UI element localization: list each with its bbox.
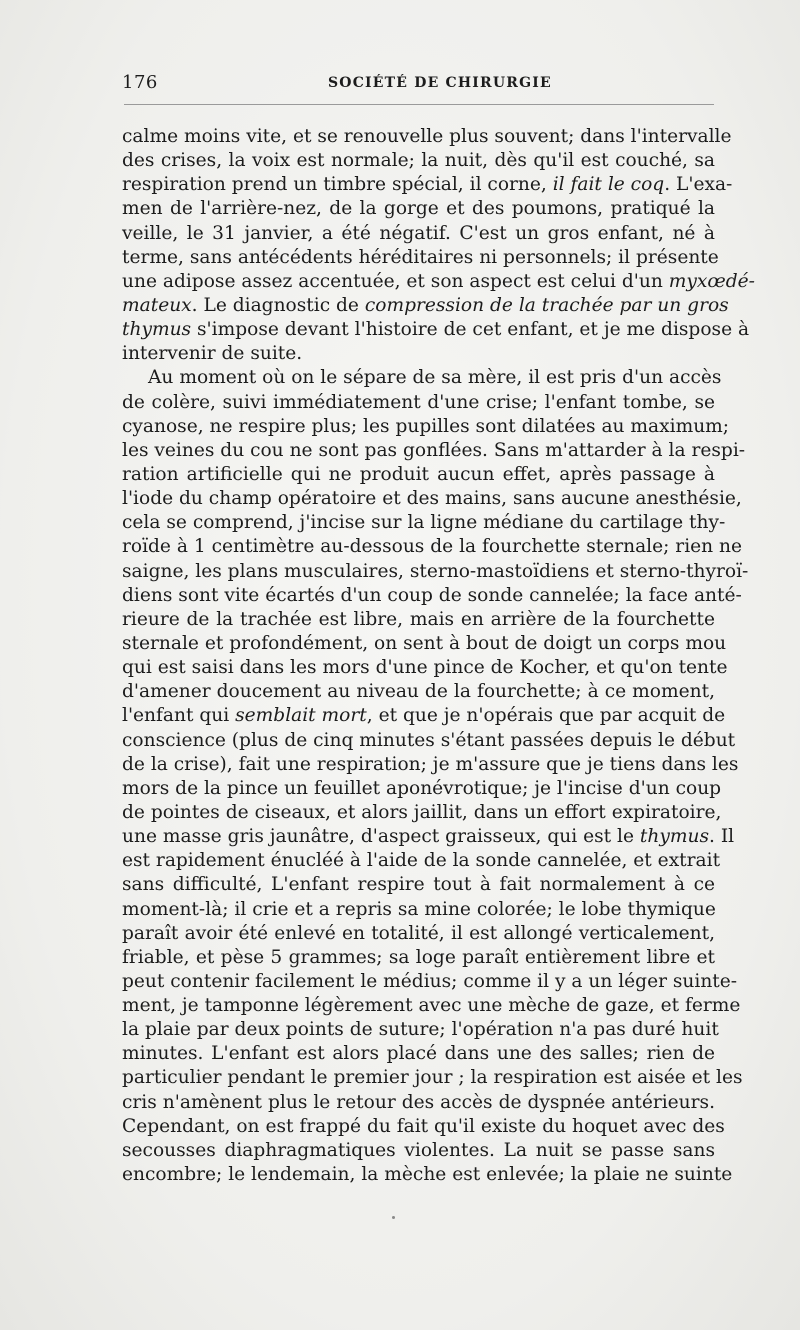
text-line: moment-là; il crie et a repris sa mine colorée; le lobe thymique (122, 898, 716, 920)
text-line: des crises, la voix est normale; la nuit, dès qu'il est couché, sa (122, 150, 715, 172)
text-line: les veines du cou ne sont pas gonflées. Sans m'attarder à la respi- (122, 439, 746, 461)
page-number: 176 (122, 72, 158, 93)
text-line: diens sont vite écartés d'un coup de sonde cannelée; la face anté- (122, 584, 742, 606)
text-line: encombre; le lendemain, la mèche est enlevée; la plaie ne suinte (122, 1164, 733, 1186)
page-header (122, 72, 715, 94)
italic-phrase: semblait mort (235, 705, 367, 727)
running-title: SOCIÉTÉ DE CHIRURGIE (328, 75, 552, 91)
text-line: ration artificielle qui ne produit aucun effet, après passage à (122, 463, 715, 485)
text-line: sans difficulté, L'enfant respire tout à fait normalement à ce (122, 874, 715, 896)
text-line: secousses diaphragmatiques violentes. La nuit se passe sans (122, 1139, 715, 1161)
text-line: l'iode du champ opératoire et des mains, sans aucune anesthésie, (122, 488, 742, 510)
body-text (122, 125, 755, 1187)
text-line: est rapidement énucléé à l'aide de la sonde cannelée, et extrait (122, 850, 721, 872)
italic-phrase: thymus (639, 826, 710, 848)
text-line: peut contenir facilement le médius; comme il y a un léger suinte- (122, 970, 738, 992)
text-line: l'enfant qui semblait mort, et que je n'opérais que par acquit de (122, 705, 726, 727)
italic-phrase: myxœdé- (668, 270, 755, 292)
text-line: friable, et pèse 5 grammes; sa loge paraît entièrement libre et (122, 946, 715, 968)
text-line: qui est saisi dans les mors d'une pince de Kocher, et qu'on tente (122, 657, 728, 679)
text-line: d'amener doucement au niveau de la fourchette; à ce moment, (122, 681, 715, 703)
text-line: terme, sans antécédents héréditaires ni personnels; il présente (122, 246, 719, 268)
text-line: thymus s'impose devant l'histoire de cet enfant, et je me dispose à (122, 319, 750, 341)
italic-phrase: thymus (122, 319, 192, 341)
italic-phrase: compression de la trachée par un gros (364, 294, 729, 316)
text-line: calme moins vite, et se renouvelle plus souvent; dans l'intervalle (122, 126, 732, 147)
text-line: sternale et profondément, on sent à bout de doigt un corps mou (122, 632, 727, 654)
header-rule (124, 104, 714, 105)
text-line: mors de la pince un feuillet aponévrotique; je l'incise d'un coup (122, 777, 722, 799)
text-line: men de l'arrière-nez, de la gorge et des poumons, pratiqué la (122, 198, 715, 220)
text-line: une masse gris jaunâtre, d'aspect graisseux, qui est le thymus. Il (122, 826, 735, 848)
italic-phrase: mateux (122, 294, 192, 316)
text-line: saigne, les plans musculaires, sterno-mastoïdiens et sterno-thyroï- (122, 560, 749, 582)
text-line: la plaie par deux points de suture; l'opération n'a pas duré huit (122, 1019, 719, 1041)
text-line: veille, le 31 janvier, a été négatif. C'est un gros enfant, né à (122, 222, 715, 244)
text-line: Cependant, on est frappé du fait qu'il existe du hoquet avec des (122, 1115, 725, 1137)
text-line: cris n'amènent plus le retour des accès de dyspnée antérieurs. (122, 1091, 715, 1113)
paper-speck (392, 1216, 395, 1219)
text-line: cyanose, ne respire plus; les pupilles sont dilatées au maximum; (122, 415, 730, 437)
text-line: ment, je tamponne légèrement avec une mèche de gaze, et ferme (122, 995, 741, 1017)
text-line: respiration prend un timbre spécial, il corne, il fait le coq. L'exa- (122, 174, 733, 196)
text-line: conscience (plus de cinq minutes s'étant passées depuis le début (122, 729, 736, 751)
text-line: de pointes de ciseaux, et alors jaillit, dans un effort expiratoire, (122, 801, 722, 823)
text-line: rieure de la trachée est libre, mais en arrière de la fourchette (122, 608, 715, 630)
text-line: minutes. L'enfant est alors placé dans une des salles; rien de (122, 1043, 715, 1065)
italic-phrase: il fait le coq (552, 174, 665, 196)
text-line: particulier pendant le premier jour ; la respiration est aisée et les (122, 1067, 743, 1089)
text-line: roïde à 1 centimètre au-dessous de la fourchette sternale; rien ne (122, 536, 743, 558)
text-line: cela se comprend, j'incise sur la ligne médiane du cartilage thy- (122, 512, 726, 534)
text-line: de la crise), fait une respiration; je m'assure que je tiens dans les (122, 753, 739, 775)
text-line: de colère, suivi immédiatement d'une crise; l'enfant tombe, se (122, 391, 715, 413)
paragraph-end-line: intervenir de suite. (122, 343, 303, 365)
text-line: paraît avoir été enlevé en totalité, il est allongé verticalement, (122, 922, 715, 944)
paragraph-start-line: Au moment où on le sépare de sa mère, il est pris d'un accès (148, 367, 722, 389)
text-line: une adipose assez accentuée, et son aspect est celui d'un myxœdé- (122, 270, 755, 292)
text-line: mateux. Le diagnostic de compression de la trachée par un gros (122, 294, 729, 316)
